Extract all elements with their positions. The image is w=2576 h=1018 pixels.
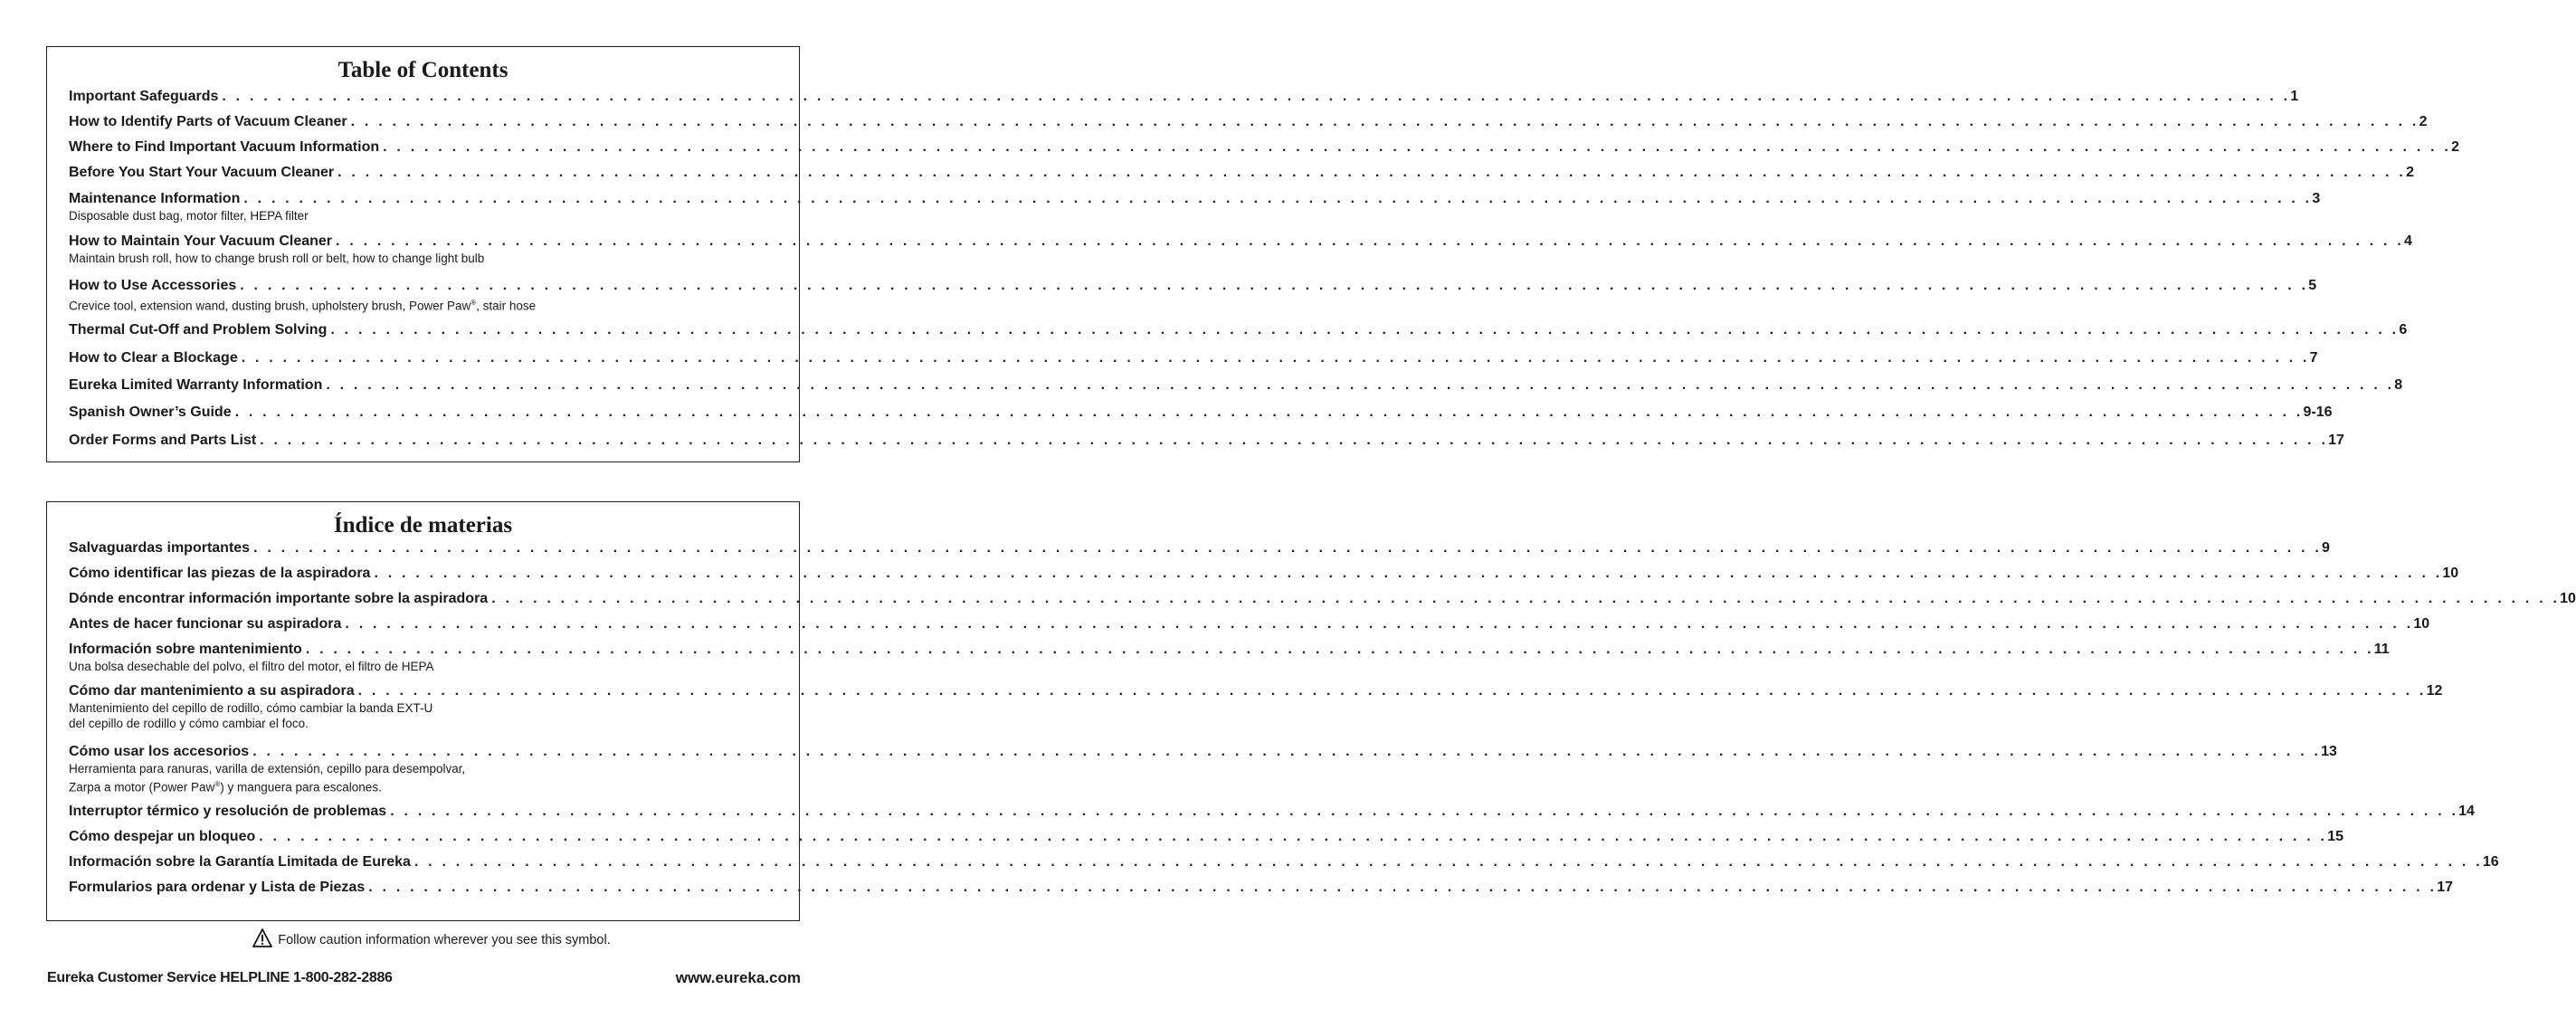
toc-entry[interactable] — [69, 164, 2414, 182]
dot-leader: . . . . . . . . . . . . . . . . . . . . . . . . . . . . . . . . . . . . . . . . . . . . . . . . . . . . . . . . . . . . . . . . . . . . . . . . . . . . . . . . . . . . . . . . . . . . . . . . . . . . . . . . . . . . . . . . . . . . . . . . . . . . . . . . . . . . . . . . . . . . . . . . . . . . . . — [374, 566, 2443, 581]
dot-leader: . . . . . . . . . . . . . . . . . . . . . . . . . . . . . . . . . . . . . . . . . . . . . . . . . . . . . . . . . . . . . . . . . . . . . . . . . . . . . . . . . . . . . . . . . . . . . . . . . . . . . . . . . . . . . . . . . . . . . . . . . . . . . . . . . . . . . . . . . . . . . . . . . . . . . . — [491, 591, 2561, 606]
dot-leader: . . . . . . . . . . . . . . . . . . . . . . . . . . . . . . . . . . . . . . . . . . . . . . . . . . . . . . . . . . . . . . . . . . . . . . . . . . . . . . . . . . . . . . . . . . . . . . . . . . . . . . . . . . . . . . . . . . . . . . . . . . . . . . . . . . . . . . . . . . . . . . . . . . . . . . — [260, 433, 2329, 448]
dot-leader: . . . . . . . . . . . . . . . . . . . . . . . . . . . . . . . . . . . . . . . . . . . . . . . . . . . . . . . . . . . . . . . . . . . . . . . . . . . . . . . . . . . . . . . . . . . . . . . . . . . . . . . . . . . . . . . . . . . . . . . . . . . . . . . . . . . . . . . . . . . . . . . . . . . . . . — [234, 404, 2304, 420]
toc-entry-title: Dónde encontrar información importante sobre la aspiradora — [69, 591, 489, 606]
dot-leader: . . . . . . . . . . . . . . . . . . . . . . . . . . . . . . . . . . . . . . . . . . . . . . . . . . . . . . . . . . . . . . . . . . . . . . . . . . . . . . . . . . . . . . . . . . . . . . . . . . . . . . . . . . . . . . . . . . . . . . . . . . . . . . . . . . . . . . . . . . . . . . . . . . . . . . — [222, 89, 2291, 104]
caution-note — [0, 928, 863, 948]
toc-page-number: 6 — [2399, 322, 2408, 338]
toc-entry-title: Maintenance Information — [69, 191, 241, 206]
toc-page-number: 4 — [2403, 233, 2412, 249]
dot-leader: . . . . . . . . . . . . . . . . . . . . . . . . . . . . . . . . . . . . . . . . . . . . . . . . . . . . . . . . . . . . . . . . . . . . . . . . . . . . . . . . . . . . . . . . . . . . . . . . . . . . . . . . . . . . . . . . . . . . . . . . . . . . . . . . . . . . . . . . . . . . . . . . . . . . . . — [345, 616, 2414, 632]
toc-entry[interactable] — [69, 376, 2403, 395]
toc-page-number: 2 — [2451, 139, 2459, 155]
toc-entry[interactable] — [69, 88, 2299, 106]
toc-page-number: 12 — [2426, 683, 2443, 699]
dot-leader: . . . . . . . . . . . . . . . . . . . . . . . . . . . . . . . . . . . . . . . . . . . . . . . . . . . . . . . . . . . . . . . . . . . . . . . . . . . . . . . . . . . . . . . . . . . . . . . . . . . . . . . . . . . . . . . . . . . . . . . . . . . . . . . . . . . . . . . . . . . . . . . . . . . . . . — [253, 540, 2323, 556]
toc-entry-title: Información sobre mantenimiento — [69, 642, 302, 657]
dot-leader: . . . . . . . . . . . . . . . . . . . . . . . . . . . . . . . . . . . . . . . . . . . . . . . . . . . . . . . . . . . . . . . . . . . . . . . . . . . . . . . . . . . . . . . . . . . . . . . . . . . . . . . . . . . . . . . . . . . . . . . . . . . . . . . . . . . . . . . . . . . . . . . . . . . . . . — [330, 322, 2400, 338]
caution-text: Follow caution information wherever you see this symbol. — [278, 933, 611, 947]
toc-entry-line — [69, 803, 2475, 821]
dot-leader: . . . . . . . . . . . . . . . . . . . . . . . . . . . . . . . . . . . . . . . . . . . . . . . . . . . . . . . . . . . . . . . . . . . . . . . . . . . . . . . . . . . . . . . . . . . . . . . . . . . . . . . . . . . . . . . . . . . . . . . . . . . . . . . . . . . . . . . . . . . . . . . . . . . . . . — [413, 854, 2483, 870]
toc-entry-description: Disposable dust bag, motor filter, HEPA filter — [69, 209, 309, 223]
dot-leader: . . . . . . . . . . . . . . . . . . . . . . . . . . . . . . . . . . . . . . . . . . . . . . . . . . . . . . . . . . . . . . . . . . . . . . . . . . . . . . . . . . . . . . . . . . . . . . . . . . . . . . . . . . . . . . . . . . . . . . . . . . . . . . . . . . . . . . . . . . . . . . . . . . . . . . — [305, 642, 2374, 657]
toc-page-number: 11 — [2373, 642, 2390, 657]
dot-leader: . . . . . . . . . . . . . . . . . . . . . . . . . . . . . . . . . . . . . . . . . . . . . . . . . . . . . . . . . . . . . . . . . . . . . . . . . . . . . . . . . . . . . . . . . . . . . . . . . . . . . . . . . . . . . . . . . . . . . . . . . . . . . . . . . . . . . . . . . . . . . . . . . . . . . . — [241, 350, 2310, 366]
website-link[interactable]: www.eureka.com — [675, 969, 801, 986]
toc-entry-description: del cepillo de rodillo y cómo cambiar el foco. — [69, 717, 309, 730]
toc-entry-line — [69, 190, 2321, 208]
toc-page-number: 3 — [2312, 191, 2321, 206]
helpline-text: Eureka Customer Service HELPLINE 1-800-282-2886 — [47, 970, 393, 985]
toc-page-number: 13 — [2321, 744, 2337, 759]
toc-title: Índice de materias — [333, 513, 513, 538]
toc-entry[interactable] — [69, 803, 2475, 821]
toc-entry-line — [69, 743, 2337, 761]
toc-entry-line — [69, 682, 2443, 700]
toc-page-number: 7 — [2309, 350, 2318, 366]
toc-entry-title: Eureka Limited Warranty Information — [69, 377, 323, 393]
toc-page-number: 1 — [2290, 89, 2299, 104]
dot-leader: . . . . . . . . . . . . . . . . . . . . . . . . . . . . . . . . . . . . . . . . . . . . . . . . . . . . . . . . . . . . . . . . . . . . . . . . . . . . . . . . . . . . . . . . . . . . . . . . . . . . . . . . . . . . . . . . . . . . . . . . . . . . . . . . . . . . . . . . . . . . . . . . . . . . . . — [357, 683, 2427, 699]
toc-entry[interactable] — [69, 138, 2459, 157]
dot-leader: . . . . . . . . . . . . . . . . . . . . . . . . . . . . . . . . . . . . . . . . . . . . . . . . . . . . . . . . . . . . . . . . . . . . . . . . . . . . . . . . . . . . . . . . . . . . . . . . . . . . . . . . . . . . . . . . . . . . . . . . . . . . . . . . . . . . . . . . . . . . . . . . . . . . . . — [259, 829, 2328, 844]
toc-entry-title: Cómo usar los accesorios — [69, 744, 250, 759]
toc-entry-line — [69, 539, 2330, 557]
toc-entry-line — [69, 164, 2414, 182]
toc-entry-description: Herramienta para ranuras, varilla de extensión, cepillo para desempolvar, — [69, 762, 466, 775]
toc-entry-line — [69, 853, 2499, 871]
toc-entry-line — [69, 565, 2459, 583]
dot-leader: . . . . . . . . . . . . . . . . . . . . . . . . . . . . . . . . . . . . . . . . . . . . . . . . . . . . . . . . . . . . . . . . . . . . . . . . . . . . . . . . . . . . . . . . . . . . . . . . . . . . . . . . . . . . . . . . . . . . . . . . . . . . . . . . . . . . . . . . . . . . . . . . . . . . . . — [350, 114, 2419, 129]
toc-entry-title: Información sobre la Garantía Limitada de Eureka — [69, 854, 411, 870]
toc-entry[interactable] — [69, 233, 2412, 266]
toc-page-number: 9-16 — [2303, 404, 2333, 420]
toc-entry-title: Where to Find Important Vacuum Information — [69, 139, 380, 155]
toc-entry[interactable] — [69, 641, 2390, 674]
toc-page-number: 10 — [2560, 591, 2576, 606]
toc-page-number: 15 — [2327, 829, 2343, 844]
toc-entry[interactable] — [69, 113, 2428, 131]
toc-entry-line — [69, 641, 2390, 659]
toc-entry[interactable] — [69, 615, 2430, 633]
toc-entry[interactable] — [69, 565, 2459, 583]
toc-entry-line — [69, 432, 2344, 450]
toc-entry-line — [69, 321, 2408, 339]
toc-page-number: 17 — [2328, 433, 2344, 448]
toc-page-number: 2 — [2419, 114, 2428, 129]
toc-entry-title: Antes de hacer funcionar su aspiradora — [69, 616, 342, 632]
toc-entry-title: Formularios para ordenar y Lista de Piezas — [69, 880, 366, 895]
toc-entry-line — [69, 879, 2453, 897]
dot-leader: . . . . . . . . . . . . . . . . . . . . . . . . . . . . . . . . . . . . . . . . . . . . . . . . . . . . . . . . . . . . . . . . . . . . . . . . . . . . . . . . . . . . . . . . . . . . . . . . . . . . . . . . . . . . . . . . . . . . . . . . . . . . . . . . . . . . . . . . . . . . . . . . . . . . . . — [368, 880, 2438, 895]
toc-english — [46, 46, 2459, 462]
toc-entry-description: Maintain brush roll, how to change brush roll or belt, how to change light bulb — [69, 252, 485, 265]
toc-entry-title: Cómo dar mantenimiento a su aspiradora — [69, 683, 355, 699]
toc-title: Table of Contents — [337, 58, 509, 82]
toc-entry-line — [69, 88, 2299, 106]
toc-entry[interactable] — [69, 404, 2333, 422]
toc-entry-title: Important Safeguards — [69, 89, 219, 104]
toc-entry-line — [69, 615, 2430, 633]
toc-entry-line — [69, 349, 2318, 367]
toc-entry-description: Mantenimiento del cepillo de rodillo, cómo cambiar la banda EXT-U — [69, 701, 433, 715]
dot-leader: . . . . . . . . . . . . . . . . . . . . . . . . . . . . . . . . . . . . . . . . . . . . . . . . . . . . . . . . . . . . . . . . . . . . . . . . . . . . . . . . . . . . . . . . . . . . . . . . . . . . . . . . . . . . . . . . . . . . . . . . . . . . . . . . . . . . . . . . . . . . . . . . . . . . . . — [336, 233, 2404, 249]
toc-entry[interactable] — [69, 682, 2443, 731]
toc-entry-line — [69, 376, 2403, 395]
toc-page-number: 5 — [2308, 278, 2317, 293]
toc-entry[interactable] — [69, 743, 2337, 795]
dot-leader: . . . . . . . . . . . . . . . . . . . . . . . . . . . . . . . . . . . . . . . . . . . . . . . . . . . . . . . . . . . . . . . . . . . . . . . . . . . . . . . . . . . . . . . . . . . . . . . . . . . . . . . . . . . . . . . . . . . . . . . . . . . . . . . . . . . . . . . . . . . . . . . . . . . . . . — [390, 804, 2459, 819]
dot-leader: . . . . . . . . . . . . . . . . . . . . . . . . . . . . . . . . . . . . . . . . . . . . . . . . . . . . . . . . . . . . . . . . . . . . . . . . . . . . . . . . . . . . . . . . . . . . . . . . . . . . . . . . . . . . . . . . . . . . . . . . . . . . . . . . . . . . . . . . . . . . . . . . . . . . . . — [243, 191, 2313, 206]
toc-entry-description: Crevice tool, extension wand, dusting brush, upholstery brush, Power Paw®, stair hose — [69, 299, 537, 313]
toc-entry-title: Spanish Owner’s Guide — [69, 404, 232, 420]
toc-entry-title: How to Use Accessories — [69, 278, 237, 293]
toc-entry-title: Salvaguardas importantes — [69, 540, 251, 556]
toc-entry-title: Cómo identificar las piezas de la aspiradora — [69, 566, 371, 581]
toc-page-number: 9 — [2322, 540, 2330, 556]
toc-entry-description: Una bolsa desechable del polvo, el filtro del motor, el filtro de HEPA — [69, 660, 434, 673]
toc-entry[interactable] — [69, 432, 2344, 450]
dot-leader: . . . . . . . . . . . . . . . . . . . . . . . . . . . . . . . . . . . . . . . . . . . . . . . . . . . . . . . . . . . . . . . . . . . . . . . . . . . . . . . . . . . . . . . . . . . . . . . . . . . . . . . . . . . . . . . . . . . . . . . . . . . . . . . . . . . . . . . . . . . . . . . . . . . . . . — [383, 139, 2452, 155]
toc-entry-title: Interruptor térmico y resolución de problemas — [69, 804, 387, 819]
dot-leader: . . . . . . . . . . . . . . . . . . . . . . . . . . . . . . . . . . . . . . . . . . . . . . . . . . . . . . . . . . . . . . . . . . . . . . . . . . . . . . . . . . . . . . . . . . . . . . . . . . . . . . . . . . . . . . . . . . . . . . . . . . . . . . . . . . . . . . . . . . . . . . . . . . . . . . — [252, 744, 2322, 759]
toc-entry-line — [69, 138, 2459, 157]
toc-entry[interactable] — [69, 277, 2317, 314]
toc-entry[interactable] — [69, 879, 2453, 897]
toc-entry[interactable] — [69, 539, 2330, 557]
toc-page-number: 10 — [2413, 616, 2430, 632]
toc-entry-title: How to Maintain Your Vacuum Cleaner — [69, 233, 333, 249]
toc-page-number: 2 — [2406, 165, 2414, 180]
toc-entry-title: How to Clear a Blockage — [69, 350, 238, 366]
toc-entry-title: How to Identify Parts of Vacuum Cleaner — [69, 114, 347, 129]
toc-page-number: 16 — [2482, 854, 2499, 870]
dot-leader: . . . . . . . . . . . . . . . . . . . . . . . . . . . . . . . . . . . . . . . . . . . . . . . . . . . . . . . . . . . . . . . . . . . . . . . . . . . . . . . . . . . . . . . . . . . . . . . . . . . . . . . . . . . . . . . . . . . . . . . . . . . . . . . . . . . . . . . . . . . . . . . . . . . . . . — [326, 377, 2395, 393]
dot-leader: . . . . . . . . . . . . . . . . . . . . . . . . . . . . . . . . . . . . . . . . . . . . . . . . . . . . . . . . . . . . . . . . . . . . . . . . . . . . . . . . . . . . . . . . . . . . . . . . . . . . . . . . . . . . . . . . . . . . . . . . . . . . . . . . . . . . . . . . . . . . . . . . . . . . . . — [337, 165, 2407, 180]
toc-entry[interactable] — [69, 828, 2343, 846]
toc-entry[interactable] — [69, 853, 2499, 871]
toc-entry-description: Zarpa a motor (Power Paw®) y manguera para escalones. — [69, 780, 382, 794]
toc-entry[interactable] — [69, 321, 2408, 339]
toc-page-number: 10 — [2442, 566, 2459, 581]
toc-entry-title: Before You Start Your Vacuum Cleaner — [69, 165, 335, 180]
warning-triangle-icon — [252, 928, 272, 947]
toc-entry[interactable] — [69, 190, 2321, 224]
toc-page-number: 8 — [2394, 377, 2403, 393]
toc-entry-line — [69, 113, 2428, 131]
toc-entry[interactable] — [69, 349, 2318, 367]
toc-entry-title: Order Forms and Parts List — [69, 433, 257, 448]
toc-entry-line — [69, 277, 2317, 295]
toc-entry-line — [69, 404, 2333, 422]
toc-entry-title: Thermal Cut-Off and Problem Solving — [69, 322, 328, 338]
toc-page-number: 14 — [2458, 804, 2475, 819]
toc-page-number: 17 — [2437, 880, 2453, 895]
toc-spanish — [46, 501, 2576, 921]
toc-entry-line — [69, 233, 2412, 251]
dot-leader: . . . . . . . . . . . . . . . . . . . . . . . . . . . . . . . . . . . . . . . . . . . . . . . . . . . . . . . . . . . . . . . . . . . . . . . . . . . . . . . . . . . . . . . . . . . . . . . . . . . . . . . . . . . . . . . . . . . . . . . . . . . . . . . . . . . . . . . . . . . . . . . . . . . . . . — [240, 278, 2309, 293]
toc-entry[interactable] — [69, 590, 2576, 608]
toc-entry-line — [69, 590, 2576, 608]
toc-entry-line — [69, 828, 2343, 846]
toc-entry-title: Cómo despejar un bloqueo — [69, 829, 256, 844]
